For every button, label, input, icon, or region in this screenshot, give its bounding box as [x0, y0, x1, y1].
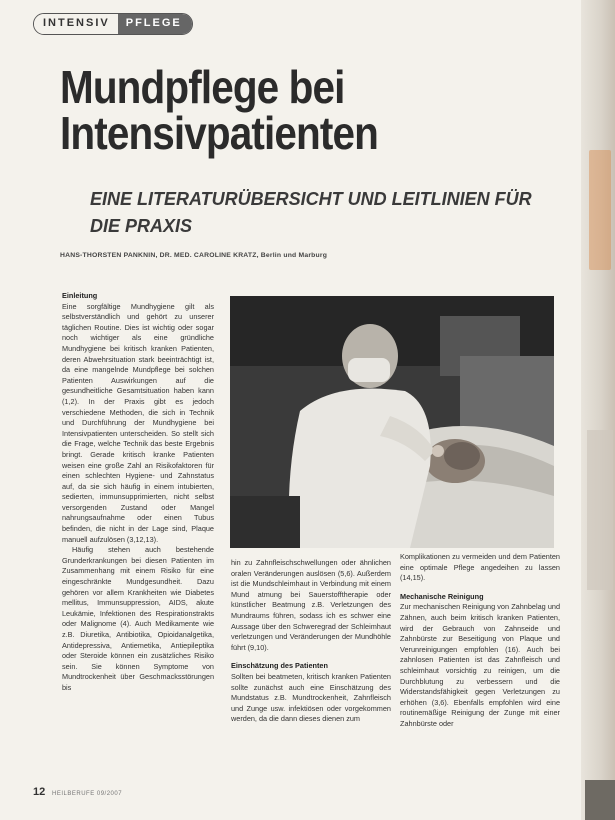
photo-nurse-patient-illustration — [230, 296, 554, 548]
title-line-1: Mundpflege bei — [60, 61, 345, 113]
author-line: HANS-THORSTEN PANKNIN, DR. MED. CAROLINE KRATZ, Berlin und Marburg — [60, 252, 328, 259]
text-column-1 — [62, 291, 214, 694]
text-column-3 — [400, 552, 560, 730]
article-title — [60, 61, 500, 159]
paragraph: Eine sorgfältige Mundhygiene gilt als selbstverständlich und gehört zu unserer täglichen Routine. Dies ist wichtig oder sogar noch wichtiger als eine gründliche Mundhygiene bei kritisch kranken Patienten, deren Abwehrsituation stark beeinträchtigt ist, da eine mangelnde Mundpflege bei solchen Patienten Auswirkungen auf die gesundheitliche Gesamtsituation haben kann (1,2). In der Praxis gibt es jedoch verschiedene Methoden, die sich in Technik und Durchführung der Mundhygiene bei Intensivpatienten unterscheiden. So stellt sich die Frage, welche Technik das beste Ergebnis bringt. Gerade kritisch kranke Patienten weisen eine große Zahl an Risikofaktoren für einen schlechten Hygiene- und Zahnstatus auf, da sie sich häufig in einem intubierten, sedierten, immunsupprimierten, nicht selbst versorgenden Zustand oder Mangel nahrungsaufnahme oder einen Tubus befinden, die nicht in der Lage sind, Plaque manuell aufzulösen (3,12,13). — [62, 301, 214, 544]
section-tag-part2: PFLEGE — [118, 14, 192, 34]
paragraph: Häufig stehen auch bestehende Grunderkrankungen bei diesen Patienten im Zusammenhang mit einem Risiko für eine eingeschränkte Mundgesundheit. Dazu gehören vor allem Krankheiten wie Diabetes mellitus, Immunsuppression, AIDS, akute Leukämie, Infektionen des Respirationstrakts oder Malignome (4). Auch Medikamente wie z.B. Diuretika, Antibiotika, Opioidanalgetika, Antidepressiva, Antiemetika, Antiepileptika oder Steroide können ein zusätzliches Risiko sein. Sie können Symptome von Mundtrockenheit über Geschmacksstörungen bis — [62, 545, 214, 692]
magazine-name: HEILBERUFE 09/2007 — [52, 791, 123, 797]
section-tag — [33, 13, 193, 35]
section-heading-einleitung: Einleitung — [62, 291, 98, 300]
article-subtitle: EINE LITERATURÜBERSICHT UND LEITLINIEN FÜR DIE PRAXIS — [90, 189, 532, 236]
section-tag-part1: INTENSIV — [34, 14, 118, 34]
section-heading-einschaetzung: Einschätzung des Patienten — [231, 661, 328, 671]
edge-gray-mark — [587, 430, 613, 590]
paragraph: Komplikationen zu vermeiden und dem Patienten eine optimale Pflege angedeihen zu lassen (14,15). — [400, 552, 560, 583]
title-line-2: Intensivpatienten — [60, 107, 378, 159]
page-footer — [33, 786, 122, 798]
page-number: 12 — [33, 786, 46, 798]
paragraph: hin zu Zahnfleischschwellungen oder ähnlichen oralen Veränderungen auslösen (5,6). Außerdem ist die Mundschleimhaut in Verbindung mit einem Mund atmung bei Sauerstofftherapie oder künstlicher Beatmung z.B. Verletzungen des Mundraums führen, sodass ich es schwer eine Aussage über den Schweregrad der Schleimhaut verletzungen und Veränderungen der Mundhöhle führt (9,10). — [231, 558, 391, 652]
next-page-edge — [581, 0, 615, 820]
edge-dark-tab — [585, 780, 615, 820]
text-column-2 — [231, 558, 391, 725]
paragraph: Sollten bei beatmeten, kritisch kranken Patienten sollte zunächst auch eine Einschätzung des Mundstatus z.B. Mundtrockenheit, Zahnfleisch und Zunge usw. infektiösen oder vorgekommen werden, da die dann dieses dienen zum — [231, 671, 391, 724]
section-heading-mechanische-reinigung: Mechanische Reinigung — [400, 591, 484, 601]
paragraph: Zur mechanischen Reinigung von Zahnbelag und Zähnen, auch beim kritisch kranken Patienten, wird der Gebrauch von Zahnseide und Zahnbürste zur Beseitigung von Plaque und Verunreinigungen empfohlen (16). Auch bei zahnlosen Patienten ist das Zahnfleisch und schleimhaut vorsichtig zu reinigen, um die Durchblutung zu verbessern und die Widerstandsfähigkeit gegen Verletzungen zu erhöhen (3,6). Ebenfalls empfohlen wird eine routinemäßige Reinigung der Zunge mit einer Zahnbürste oder — [400, 602, 560, 728]
article-photo — [230, 296, 554, 548]
edge-color-mark — [589, 150, 611, 270]
